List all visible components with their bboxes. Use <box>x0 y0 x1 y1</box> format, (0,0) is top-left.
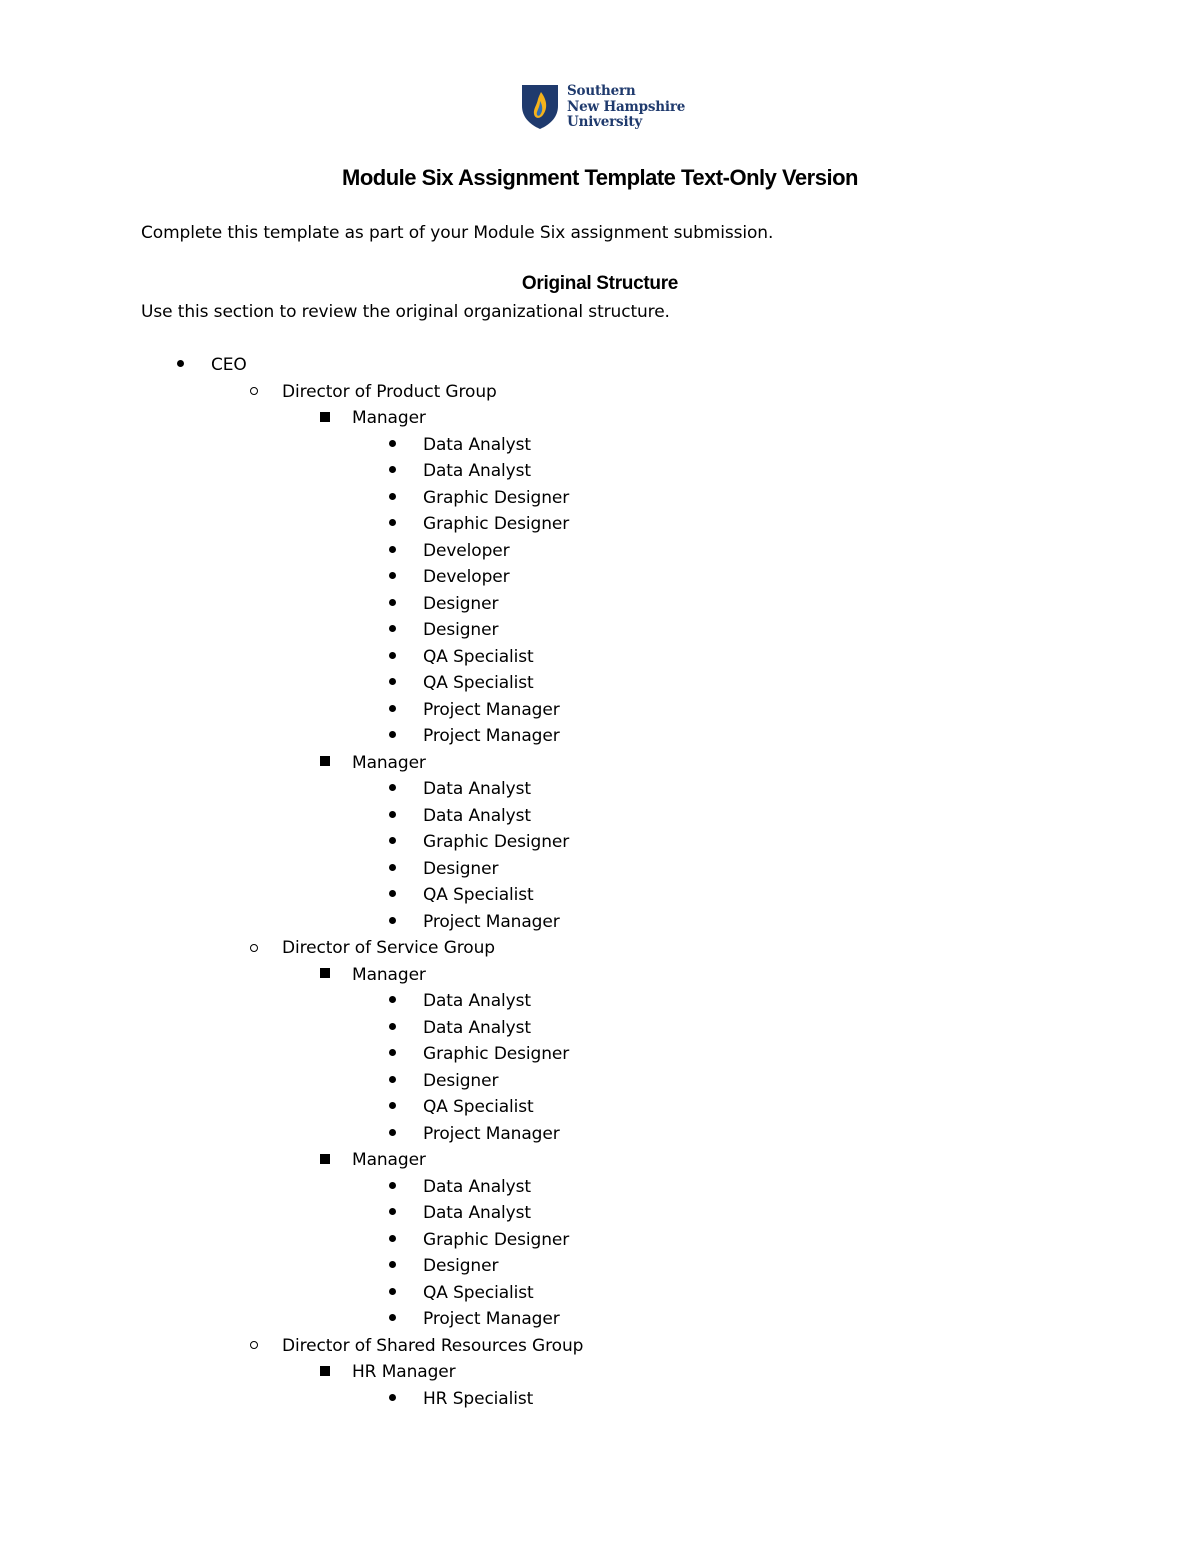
org-item-label: Project Manager <box>423 726 560 746</box>
org-item-label: Graphic Designer <box>423 1044 570 1064</box>
org-list-item <box>0 697 1200 724</box>
disc-bullet-icon <box>382 882 402 909</box>
org-item-label: Project Manager <box>423 1123 560 1144</box>
disc-bullet-icon <box>382 591 402 618</box>
logo-line-1: Southern <box>567 83 636 99</box>
org-item-label: CEO <box>211 355 247 375</box>
org-item-label: Data Analyst <box>423 805 531 826</box>
disc-bullet-icon <box>382 1306 402 1333</box>
org-item-label: Graphic Designer <box>423 1229 570 1250</box>
org-list-item <box>0 379 1200 406</box>
org-item-label: Designer <box>423 858 499 879</box>
org-list-item <box>0 352 1200 379</box>
org-list-item <box>0 882 1200 909</box>
org-list-item <box>0 1253 1200 1280</box>
org-list-item <box>0 511 1200 538</box>
disc-bullet-icon <box>170 352 190 379</box>
org-list-item <box>0 909 1200 936</box>
disc-bullet-icon <box>382 644 402 671</box>
org-list-item <box>0 803 1200 830</box>
disc-bullet-icon <box>382 856 402 883</box>
disc-bullet-icon <box>382 803 402 830</box>
org-list-item <box>0 935 1200 962</box>
disc-bullet-icon <box>382 564 402 591</box>
org-item-label: Data Analyst <box>423 779 531 799</box>
org-item-label: Director of Service Group <box>282 938 495 958</box>
square-bullet-icon <box>315 1147 335 1174</box>
org-list-item <box>0 962 1200 989</box>
org-structure-list <box>0 352 1200 1412</box>
org-item-label: QA Specialist <box>423 885 534 905</box>
disc-bullet-icon <box>382 617 402 644</box>
org-list-item <box>0 856 1200 883</box>
circle-bullet-icon <box>244 935 264 962</box>
org-item-label: QA Specialist <box>423 1282 534 1303</box>
org-list-item <box>0 485 1200 512</box>
org-item-label: HR Manager <box>352 1362 456 1382</box>
org-list-item <box>0 1333 1200 1360</box>
disc-bullet-icon <box>382 670 402 697</box>
org-list-item <box>0 1386 1200 1413</box>
org-item-label: Manager <box>352 964 426 985</box>
org-list-item <box>0 591 1200 618</box>
org-list-item <box>0 617 1200 644</box>
org-list-item <box>0 723 1200 750</box>
org-list-item <box>0 776 1200 803</box>
circle-bullet-icon <box>244 1333 264 1360</box>
org-item-label: HR Specialist <box>423 1388 534 1409</box>
org-item-label: Manager <box>352 408 426 428</box>
disc-bullet-icon <box>382 432 402 459</box>
disc-bullet-icon <box>382 723 402 750</box>
org-item-label: Designer <box>423 1070 499 1091</box>
org-item-label: Manager <box>352 1150 426 1170</box>
org-item-label: Manager <box>352 752 426 773</box>
org-list-item <box>0 1306 1200 1333</box>
disc-bullet-icon <box>382 988 402 1015</box>
org-list-item <box>0 988 1200 1015</box>
disc-bullet-icon <box>382 1094 402 1121</box>
disc-bullet-icon <box>382 538 402 565</box>
org-item-label: Data Analyst <box>423 461 531 481</box>
org-list-item <box>0 1121 1200 1148</box>
org-list-item <box>0 538 1200 565</box>
org-list-item <box>0 564 1200 591</box>
org-item-label: Graphic Designer <box>423 487 570 508</box>
circle-bullet-icon <box>244 379 264 406</box>
org-list-item <box>0 1068 1200 1095</box>
disc-bullet-icon <box>382 1280 402 1307</box>
org-item-label: Project Manager <box>423 699 560 720</box>
org-item-label: QA Specialist <box>423 673 534 693</box>
org-item-label: Project Manager <box>423 1309 560 1329</box>
org-list-item <box>0 432 1200 459</box>
org-item-label: Data Analyst <box>423 1017 531 1038</box>
org-list-item <box>0 750 1200 777</box>
org-item-label: Designer <box>423 593 499 614</box>
org-item-label: Data Analyst <box>423 1176 531 1197</box>
org-item-label: QA Specialist <box>423 1097 534 1117</box>
square-bullet-icon <box>315 750 335 777</box>
org-item-label: Designer <box>423 620 499 640</box>
org-list-item <box>0 1280 1200 1307</box>
disc-bullet-icon <box>382 1121 402 1148</box>
org-item-label: Developer <box>423 540 510 561</box>
disc-bullet-icon <box>382 1174 402 1201</box>
org-list-item <box>0 405 1200 432</box>
org-item-label: QA Specialist <box>423 646 534 667</box>
disc-bullet-icon <box>382 1200 402 1227</box>
org-list-item <box>0 1200 1200 1227</box>
org-list-item <box>0 1174 1200 1201</box>
disc-bullet-icon <box>382 1386 402 1413</box>
org-item-label: Data Analyst <box>423 1203 531 1223</box>
snhu-logo <box>521 84 691 132</box>
org-list-item <box>0 1041 1200 1068</box>
disc-bullet-icon <box>382 697 402 724</box>
org-list-item <box>0 1015 1200 1042</box>
org-list-item <box>0 1227 1200 1254</box>
disc-bullet-icon <box>382 909 402 936</box>
org-item-label: Graphic Designer <box>423 514 570 534</box>
disc-bullet-icon <box>382 1015 402 1042</box>
org-list-item <box>0 670 1200 697</box>
square-bullet-icon <box>315 1359 335 1386</box>
section-description: Use this section to review the original organizational structure. <box>141 302 670 322</box>
org-item-label: Project Manager <box>423 911 560 932</box>
disc-bullet-icon <box>382 1068 402 1095</box>
logo-wordmark <box>567 84 685 131</box>
intro-paragraph: Complete this template as part of your Module Six assignment submission. <box>141 223 774 243</box>
org-item-label: Director of Shared Resources Group <box>282 1335 584 1356</box>
section-heading: Original Structure <box>521 273 679 294</box>
org-item-label: Data Analyst <box>423 991 531 1011</box>
org-list-item <box>0 1094 1200 1121</box>
org-item-label: Data Analyst <box>423 434 531 455</box>
document-title: Module Six Assignment Template Text-Only Version <box>342 165 858 190</box>
disc-bullet-icon <box>382 485 402 512</box>
disc-bullet-icon <box>382 1227 402 1254</box>
org-item-label: Graphic Designer <box>423 832 570 852</box>
org-list-item <box>0 644 1200 671</box>
org-list-item <box>0 1359 1200 1386</box>
org-item-label: Developer <box>423 567 510 587</box>
logo-line-2: New Hampshire <box>567 98 686 115</box>
disc-bullet-icon <box>382 511 402 538</box>
shield-flame-icon <box>521 84 559 130</box>
org-list-item <box>0 1147 1200 1174</box>
disc-bullet-icon <box>382 1253 402 1280</box>
disc-bullet-icon <box>382 776 402 803</box>
square-bullet-icon <box>315 962 335 989</box>
org-item-label: Designer <box>423 1256 499 1276</box>
disc-bullet-icon <box>382 1041 402 1068</box>
disc-bullet-icon <box>382 458 402 485</box>
square-bullet-icon <box>315 405 335 432</box>
disc-bullet-icon <box>382 829 402 856</box>
org-list-item <box>0 829 1200 856</box>
logo-line-3: University <box>567 114 643 130</box>
org-list-item <box>0 458 1200 485</box>
org-item-label: Director of Product Group <box>282 381 497 402</box>
